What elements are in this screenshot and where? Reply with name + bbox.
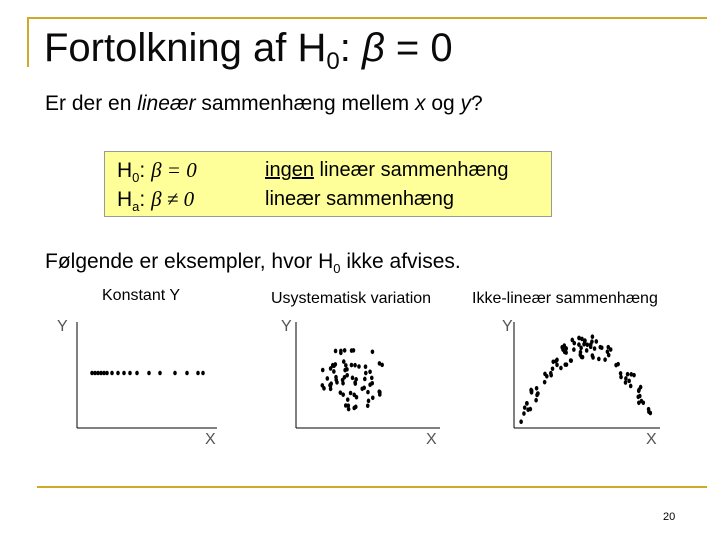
question-mark: ? [471,92,483,115]
random-point [366,390,370,395]
title-equation: = 0 [384,26,453,70]
constant-point [105,371,109,376]
title-beta: β [361,26,385,70]
constant-point [128,371,132,376]
nonlinear-point [594,339,598,344]
ha-colon: : [139,188,152,211]
nonlinear-point [627,379,631,384]
plot-label-nonlinear: Ikke-lineær sammenhæng [472,290,658,307]
question-text-1: Er der en [45,92,138,115]
nonlinear-point [551,359,555,364]
random-point [334,378,338,383]
nonlinear-point [642,400,646,405]
random-point [378,361,382,366]
question-var-x: x [415,92,426,115]
random-point [364,371,368,376]
nonlinear-point [534,398,538,403]
nonlinear-point [591,355,595,360]
examples-text-1: Følgende er eksempler, hvor H [45,250,334,273]
nonlinear-point [526,407,530,412]
footer-line [37,486,707,488]
question-text-3: og [425,92,461,115]
ha-math: β ≠ 0 [151,187,195,211]
random-point [341,381,345,386]
ha-description: lineær sammenhæng [265,188,454,210]
nonlinear-point [522,411,526,416]
nonlinear-point [536,391,540,396]
random-point [364,364,368,369]
h0-subscript: 0 [132,170,140,185]
plot-label-constant: Konstant Y [102,287,180,304]
nonlinear-point [549,371,553,376]
random-point [371,349,375,354]
nonlinear-point [619,375,623,380]
nonlinear-point [523,405,527,410]
constant-point [135,371,139,376]
plot-nonlinear [502,318,660,448]
random-point [357,364,361,369]
random-point [370,376,374,381]
constant-point [196,371,200,376]
random-point [378,392,382,397]
random-point [354,405,358,410]
random-point [368,382,372,387]
plot-random [281,318,440,448]
random-point [350,348,354,353]
nonlinear-point [525,401,529,406]
random-point [321,368,325,373]
nonlinear-point [559,366,563,371]
random-point [367,399,371,404]
plot-constant-y-label: Y [57,318,68,335]
nonlinear-point [570,338,574,343]
nonlinear-point [637,401,641,406]
random-point [343,368,347,373]
nonlinear-point [585,348,589,353]
question-var-y: y [460,92,472,115]
ha-letter: H [117,188,133,211]
nonlinear-point [551,366,555,371]
nonlinear-point [563,350,567,355]
plot-random-y-label: Y [281,318,292,335]
ha-subscript: a [132,199,140,214]
constant-point [173,371,177,376]
random-point [347,407,351,412]
nonlinear-point [609,347,613,352]
h0-description-rest: lineær sammenhæng [313,159,509,181]
nonlinear-point [572,347,576,352]
nonlinear-point [579,346,583,351]
random-point [368,369,372,374]
nonlinear-point [624,380,628,385]
nonlinear-point [578,353,582,358]
nonlinear-point [603,357,607,362]
random-point [342,359,346,364]
nonlinear-point [530,388,534,393]
plot-nonlinear-x-label: X [646,431,657,448]
plot-random-points [321,348,384,411]
random-point [351,376,355,381]
question-text-2: sammenhæng mellem [195,92,415,115]
title-subscript: 0 [326,48,340,75]
nonlinear-point [616,362,620,367]
constant-point [185,371,189,376]
nonlinear-point [593,346,597,351]
random-point [366,403,370,408]
nonlinear-point [597,357,601,362]
constant-point [116,371,120,376]
nonlinear-point [583,340,587,345]
random-point [329,381,333,386]
title-prefix: Fortolkning af H [44,26,327,70]
nonlinear-point [519,419,523,424]
random-point [363,377,367,382]
constant-point [110,371,114,376]
random-point [349,391,353,396]
constant-point [147,371,151,376]
nonlinear-point [590,339,594,344]
h0-underlined-word: ingen [265,159,314,181]
random-point [360,386,364,391]
plot-nonlinear-points [519,334,652,424]
nonlinear-point [626,372,630,377]
examples-subscript: 0 [333,261,341,276]
random-point [353,363,357,368]
nonlinear-point [535,386,539,391]
random-point [334,349,338,354]
random-point [332,369,336,374]
constant-point [201,371,205,376]
random-point [354,377,358,382]
random-point [339,349,343,354]
random-point [343,375,347,380]
random-point [344,363,348,368]
nonlinear-point [637,388,641,393]
plot-constant [57,318,217,448]
plot-constant-x-label: X [205,431,216,448]
nonlinear-point [545,374,549,379]
plot-random-x-label: X [426,431,437,448]
random-point [343,348,347,353]
nonlinear-point [569,358,573,363]
random-point [326,376,330,381]
constant-point [122,371,126,376]
random-point [321,383,325,388]
nonlinear-point [638,394,642,399]
h0-math: β = 0 [151,158,197,182]
nonlinear-point [600,345,604,350]
nonlinear-point [606,349,610,354]
plot-label-random: Usystematisk variation [271,290,432,307]
nonlinear-point [543,380,547,385]
nonlinear-point [591,334,595,339]
plot-constant-points [90,371,205,376]
random-point [350,363,354,368]
nonlinear-point [629,384,633,389]
page-number: 20 [663,511,676,523]
nonlinear-point [624,376,628,381]
random-point [352,393,356,398]
title-colon: : [339,26,362,70]
examples-text-2: ikke afvises. [340,250,461,273]
h0-letter: H [117,159,133,182]
question-italic-word: lineær [137,92,196,115]
nonlinear-point [647,409,651,414]
nonlinear-point [632,373,636,378]
plot-nonlinear-y-label: Y [502,318,513,335]
nonlinear-point [565,362,569,367]
nonlinear-point [589,345,593,350]
constant-point [158,371,162,376]
h0-colon: : [139,159,152,182]
nonlinear-point [555,358,559,363]
random-point [331,363,335,368]
nonlinear-point [555,363,559,368]
random-point [346,397,350,402]
random-point [341,392,345,397]
random-point [371,395,375,400]
